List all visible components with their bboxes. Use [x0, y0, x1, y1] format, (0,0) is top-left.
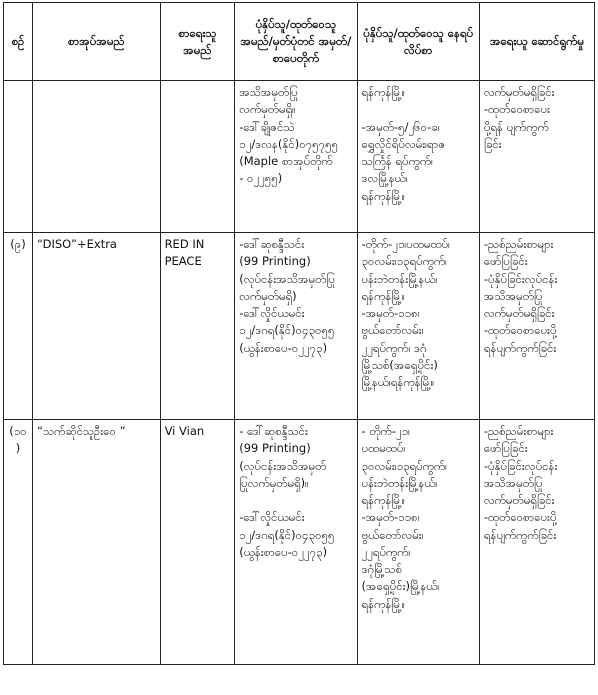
cell-line: -ပုံနှိပ်ခြင်းလုပ်ငန်း: [483, 271, 558, 286]
table-header-row: [4, 3, 595, 81]
cell-line: ရန်ကုန်မြို့။: [361, 288, 406, 303]
cell-line: ဒလမြို့နယ်၊: [361, 171, 408, 186]
cell-line: (အရှေ့ပိုင်း)မြို့နယ်၊: [361, 579, 440, 594]
table-row: [4, 81, 595, 233]
cell-line: ၁၂/ဒဂရ(နိုင်)၀၄၃၀၅၅: [239, 527, 335, 542]
serial-cell: (၉): [4, 233, 33, 420]
cell-line: ရွှေလှိုင်ရိပ်လမ်း၊ရာဇ: [361, 136, 446, 151]
cell-line: လက်မှတ်မရှိခြင်း: [483, 493, 555, 507]
header-book-title: စာအုပ်အမည်: [33, 3, 161, 81]
cell-line: (99 Printing): [239, 254, 311, 269]
cell-line: ရန်ပျက်ကွက်ခြင်း: [483, 340, 557, 355]
cell-line: -ထုတ်ဝေစာပေး: [483, 102, 550, 117]
address-cell: [357, 420, 479, 665]
book-title-cell: “DISO”+Extra: [33, 233, 161, 420]
cell-line: ပို့ရန် ပျက်ကွက်: [483, 119, 549, 134]
cell-line: - ၀၂၂၅၅): [239, 171, 283, 186]
cell-line: ပန်းဘဲတန်းမြို့နယ်၊: [361, 271, 438, 286]
action-cell: [479, 420, 594, 665]
cell-line: မြို့နယ်၊ရန်ကုန်မြို့။: [361, 375, 435, 389]
cell-line: လက်မှတ်မရှိခြင်း: [483, 85, 555, 99]
cell-line: ပန်းဘဲတန်းမြို့နယ်၊: [361, 475, 438, 490]
cell-line: (လုပ်ငန်းအသိအမှတ်: [239, 458, 327, 473]
header-address: ပုံနှိပ်သူ/ထုတ်ဝေသူ နေရပ်လိပ်စာ: [357, 3, 479, 81]
cell-line: လက်မှတ်မရှိ။: [239, 102, 296, 117]
cell-line: သင်္ကြန် ရပ်ကွက်၊: [361, 154, 433, 168]
cell-line: -ထုတ်ဝေစာပေးပို့: [483, 510, 557, 525]
cell-line: -အမှတ်-၁၁၈၊: [361, 510, 420, 525]
cell-line: ဖော်ပြခြင်း: [483, 254, 528, 269]
cell-line: ခြင်း: [483, 136, 502, 151]
address-cell: [357, 81, 479, 233]
cell-line: (ယွန်းစာပေ-၀၂၂၇၃): [239, 340, 328, 355]
cell-line: အသိအမှတ်ပြု: [239, 85, 298, 99]
cell-line: - တိုက်-၂၁၊: [361, 424, 410, 438]
publisher-cell: [235, 81, 357, 233]
cell-line: -ညစ်ညမ်းစာများ: [483, 237, 554, 251]
cell-line: -တိုက်-၂၁၊ပထမထပ်၊: [361, 237, 450, 251]
cell-line: ဗွယ်တော်လမ်း၊: [361, 527, 424, 542]
cell-line: ရန်ကုန်မြို့။: [361, 188, 406, 203]
cell-line: ၁၂/ဒဂရ(နိုင်)၀၄၃၀၅၅: [239, 323, 335, 338]
cell-line: -ထုတ်ဝေစာပေးပို့: [483, 323, 557, 338]
cell-line: -ဒေါ်ချိုဇင်သဲ: [239, 119, 295, 134]
cell-line: ၂၂ရပ်ကွက်၊: [361, 544, 411, 559]
header-serial: စဉ်: [4, 3, 33, 81]
cell-line: အသိအမှတ်ပြု: [483, 475, 543, 490]
header-author: စာရေးသူ အမည်: [160, 3, 235, 81]
cell-line: ဒဂုံမြို့သစ်: [361, 562, 402, 576]
cell-line: ၂၂ရပ်ကွက်၊ ဒဂုံ: [361, 340, 427, 355]
cell-line: ရန်ကုန်မြို့။: [361, 493, 406, 507]
cell-line: [239, 492, 352, 509]
cell-line: - ဒေါ်ဆုစန္ဒီသင်း: [239, 424, 308, 438]
cell-line: ဗွယ်တော်လမ်း၊: [361, 323, 424, 338]
cell-line: -ညစ်ညမ်းစာများ: [483, 424, 554, 438]
cell-line: [362, 101, 475, 118]
cell-line: ၃၀လမ်း၊၁၃ရပ်ကွက်၊: [361, 254, 447, 269]
publisher-cell: [235, 233, 357, 420]
cell-line: (လုပ်ငန်းအသိအမှတ်ပြု: [239, 271, 335, 286]
cell-line: ရန်ကုန်မြို့။: [361, 85, 406, 99]
cell-line: ပထမထပ်၊: [361, 441, 406, 456]
cell-line: အသိအမှတ်ပြု: [483, 288, 543, 303]
action-cell: [479, 81, 594, 233]
cell-line: ၃၀လမ်း၊၁၃ရပ်ကွက်၊: [361, 458, 447, 473]
header-publisher: ပုံနှိပ်သူ/ထုတ်ဝေသူ အမည်/မှတ်ပုံတင် အမှတ်/ စာပေတိုက်: [235, 3, 357, 81]
cell-line: -ဒေါ်လှိုင်ယမင်း: [239, 510, 305, 525]
author-cell: RED IN PEACE: [160, 233, 235, 420]
cell-line: ရန်ကုန်မြို့။: [361, 596, 406, 611]
cell-line: ဖော်ပြခြင်း: [483, 441, 528, 456]
cell-line: လက်မှတ်မရှိခြင်း: [483, 306, 555, 320]
cell-line: -ဒေါ်လှိုင်ယမင်း: [239, 306, 305, 320]
serial-cell: (၁၀): [4, 420, 33, 665]
cell-line: ၁၂/ဒလန(နိုင်)၀၇၅၇၅၅: [239, 136, 339, 151]
author-cell: [160, 81, 235, 233]
header-action: အရေးယူ ဆောင်ရွက်မှု: [479, 3, 594, 81]
table-row: [4, 420, 595, 665]
publisher-cell: [235, 420, 357, 665]
book-title-cell: [33, 81, 161, 233]
cell-line: -အမှတ်-၅/၂၆၀-ခ၊: [361, 119, 440, 134]
cell-line: လက်မှတ်မရှိ): [239, 288, 297, 303]
cell-line: -ဒေါ်ဆုစန္ဒီသင်း: [239, 237, 305, 251]
cell-line: (ယွန်းစာပေ-၀၂၂၇၃): [239, 544, 328, 559]
author-cell: Vi Vian: [160, 420, 235, 665]
action-cell: [479, 233, 594, 420]
records-table: [3, 2, 595, 665]
cell-line: ရန်ပျက်ကွက်ခြင်း: [483, 527, 557, 542]
cell-line: ပြုလက်မှတ်မရှိ)။: [239, 475, 309, 490]
address-cell: [357, 233, 479, 420]
serial-cell: [4, 81, 33, 233]
cell-line: -အမှတ်-၁၁၈၊: [361, 306, 420, 320]
table-row: [4, 233, 595, 420]
cell-line: (99 Printing): [239, 441, 311, 456]
cell-line: -ပုံနှိပ်ခြင်းလုပ်ငန်း: [483, 458, 558, 473]
cell-line: (Maple စာအုပ်တိုက်: [239, 154, 333, 168]
cell-line: မြို့သစ်(အရှေ့ပိုင်း): [361, 357, 438, 372]
book-title-cell: “သက်ဆိုင်သူဦးဝေ ”: [33, 420, 161, 665]
